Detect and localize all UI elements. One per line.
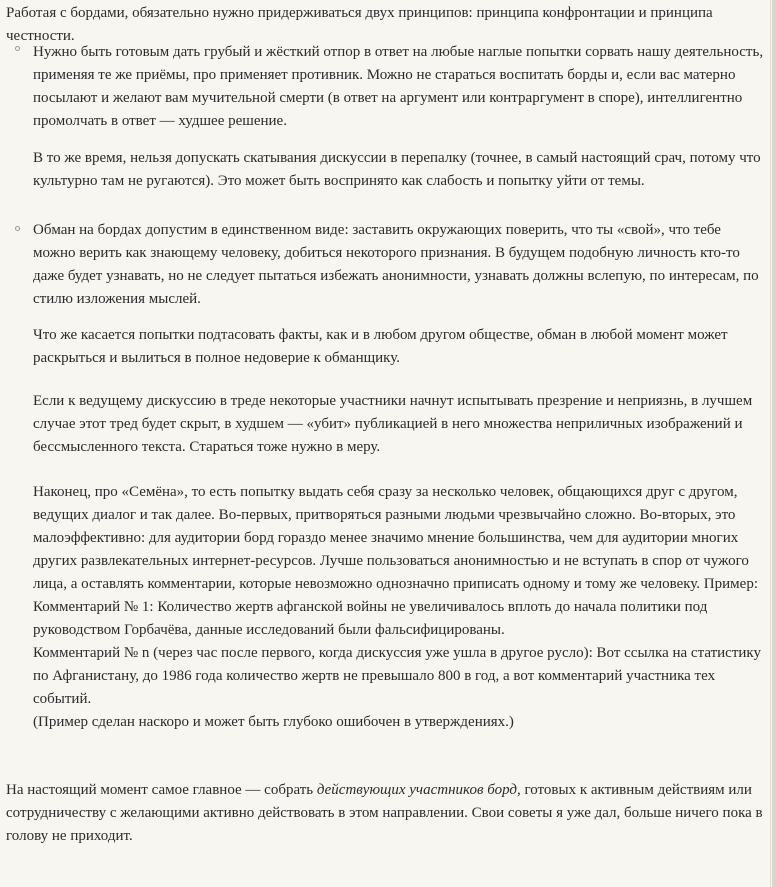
example-comment-n: Комментарий № n (через час после первого, когда дискуссия уже ушла в другое русло): Вот ссылка на статистику по Афганистану, до 1986 года количество жертв не превышало 800 в год, а вот комментарий участника тех событий. — [33, 645, 761, 707]
example-comment-1: Комментарий № 1: Количество жертв афганской войны не увеличивалось вплоть до начала политики под руководством Горбачёва, данные исследований были фальсифицированы. — [33, 599, 708, 638]
semyon-block — [33, 481, 765, 734]
honesty-note-paragraph: Что же касается попытки подтасовать факты, как и в любом другом обществе, обман в любой момент может раскрыться и вылиться в полное недоверие к обманщику. — [33, 327, 728, 366]
conclusion-text-after: , готовых к активным действиям или сотрудничеству с желающими активно действовать в этом направлении. Свои советы я уже дал, больше ничего пока в голову не приходит. — [6, 782, 763, 844]
thread-paragraph: Если к ведущему дискуссию в треде некоторые участники начнут испытывать презрение и неприязнь, в лучшем случае этот тред будет скрыт, в худшем — «убит» публикацией в него множества неприличных изображений и бессмысленного текста. Стараться тоже нужно в меру. — [33, 393, 753, 455]
honesty-paragraph: Обман на бордах допустим в единственном виде: заставить окружающих поверить, что ты «свой», что тебе можно верить как знающему человеку, добиться некоторого признания. В будущем подобную личность кто-то даже будет узнавать, но не следует пытаться избежать анонимности, узнавать должны вслепую, по интересам, по стилю изложения мыслей. — [33, 222, 759, 307]
bullet-circle-icon — [15, 46, 20, 51]
bullet-circle-icon — [15, 226, 20, 231]
confrontation-note-paragraph: В то же время, нельзя допускать скатывания дискуссии в перепалку (точнее, в самый настоящий срач, потому что культурно там не ругаются). Это может быть воспринято как слабость и попытку уйти от темы. — [33, 150, 761, 189]
intro-paragraph: Работая с бордами, обязательно нужно придерживаться двух принципов: принципа конфронтации и принципа честности. — [6, 5, 713, 44]
conclusion-text-before: На настоящий момент самое главное — собрать — [6, 782, 317, 798]
conclusion-paragraph — [6, 779, 766, 848]
conclusion-emphasis: действующих участников борд — [316, 782, 517, 798]
example-disclaimer: (Пример сделан наскоро и может быть глубоко ошибочен в утверждениях.) — [33, 714, 514, 730]
confrontation-paragraph: Нужно быть готовым дать грубый и жёсткий отпор в ответ на любые наглые попытки сорвать нашу деятельность, применяя те же приёмы, про применяет противник. Можно не стараться воспитать борды и, если вас матерно посылают и желают вам мучительной смерти (в ответ на аргумент или контраргумент в споре), интеллигентно промолчать в ответ — худшее решение. — [33, 44, 764, 129]
semyon-paragraph: Наконец, про «Семёна», то есть попытку выдать себя сразу за несколько человек, общающихся друг с другом, ведущих диалог и так далее. Во-первых, притворяться разными людьми чрезвычайно сложно. Во-вторых, это малоэффективно: для аудитории борд гораздо менее значимо мнение большинства, чем для аудитории многих других развлекательных интернет-ресурсов. Лучше пользоваться анонимностью и не вступать в спор от чужого лица, а оставлять комментарии, которые невозможно однозначно приписать одному и тому же человеку. Пример: — [33, 484, 758, 592]
